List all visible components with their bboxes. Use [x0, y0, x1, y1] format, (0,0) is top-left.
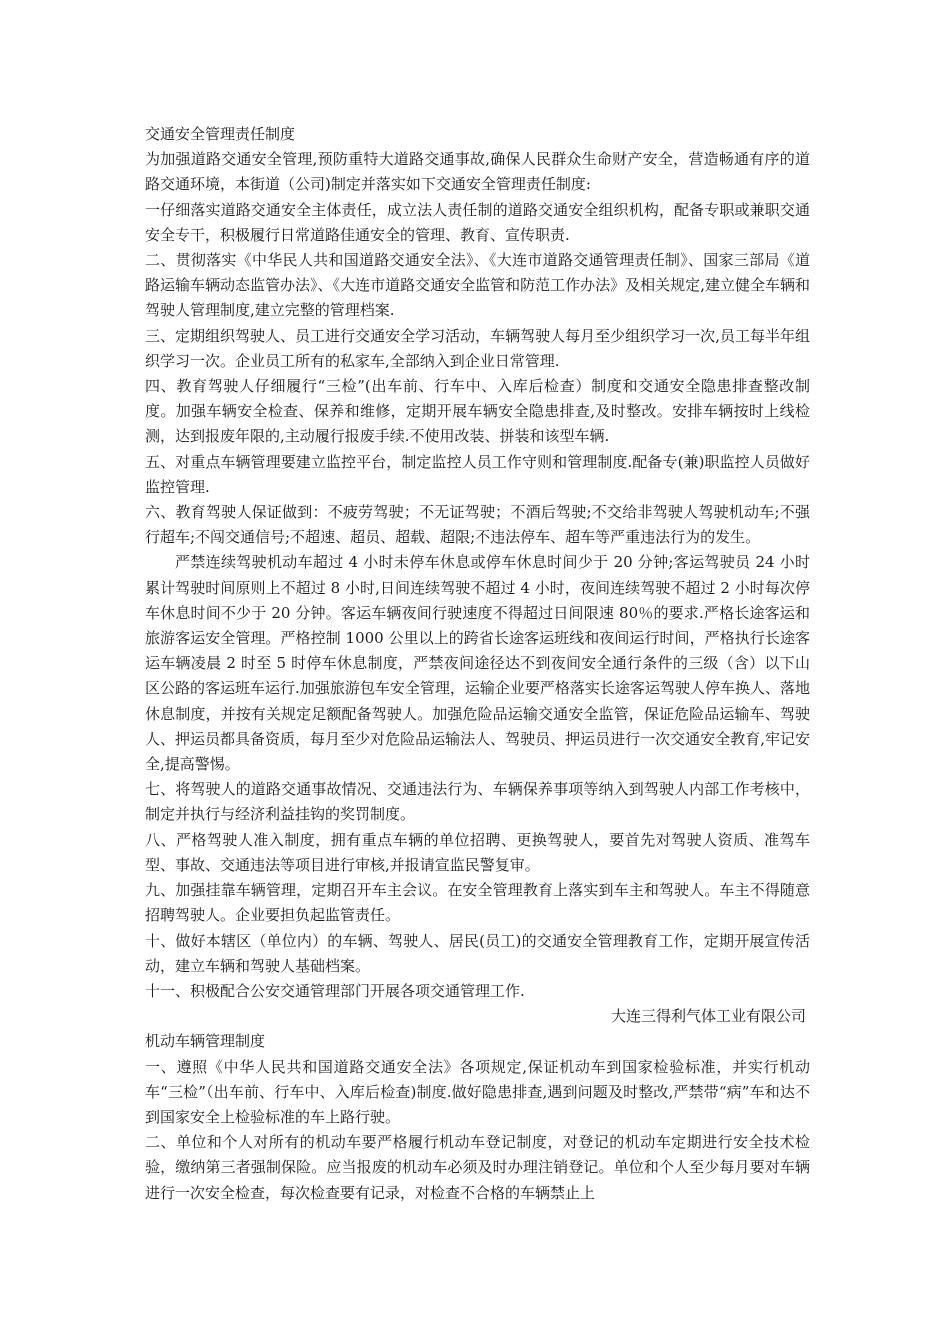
doc2-title: 机动车辆管理制度	[145, 1032, 266, 1051]
doc2-item-2: 二、单位和个人对所有的机动车要严格履行机动车登记制度，对登记的机动车定期进行安全技术检验，缴纳第三者强制保险。应当报废的机动车必须及时办理注销登记。单位和个人至少每月要对车辆进行一次安全检查，每次检查要有记录，对检查不合格的车辆禁止上	[145, 1133, 810, 1202]
document-body	[145, 122, 810, 1206]
doc2-item-1: 一、遵照《中华人民共和国道路交通安全法》各项规定,保证机动车到国家检验标准，并实行机动车“三检”（出车前、行车中、入库后检查)制度.做好隐患排查,遇到问题及时整改,严禁带“病”车和达不到国家安全上检验标准的车上路行驶。	[145, 1057, 810, 1126]
doc1-item-8: 八、严格驾驶人准入制度，拥有重点车辆的单位招聘、更换驾驶人，要首先对驾驶人资质、准驾车型、事故、交通违法等项目进行审核,并报请宣监民警复审。	[145, 830, 810, 874]
doc1-item-3: 三、定期组织驾驶人、员工进行交通安全学习活动，车辆驾驶人每月至少组织学习一次,员工每半年组织学习一次。企业员工所有的私家车,全部纳入到企业日常管理.	[145, 326, 810, 370]
doc1-title: 交通安全管理责任制度	[145, 125, 296, 143]
doc1-item-1: 一仔细落实道路交通安全主体责任，成立法人责任制的道路交通安全组织机构，配备专职或兼职交通安全专干，积极履行日常道路佳通安全的管理、教育、宣传职责.	[145, 200, 810, 244]
doc1-item-11: 十一、积极配合公安交通管理部门开展各项交通管理工作.	[145, 981, 525, 1000]
doc1-signature: 大连三得利气体工业有限公司	[610, 1007, 806, 1026]
doc1-item-10: 十、做好本辖区（单位内）的车辆、驾驶人、居民(员工)的交通安全管理教育工作，定期开展宣传活动，建立车辆和驾驶人基础档案。	[145, 931, 810, 975]
doc1-item-7: 七、将驾驶人的道路交通事故情况、交通违法行为、车辆保养事项等纳入到驾驶人内部工作考核中，制定并执行与经济利益挂钩的奖罚制度。	[145, 780, 810, 824]
doc1-intro: 为加强道路交通安全管理,预防重特大道路交通事故,确保人民群众生命财产安全，营造畅通有序的道路交通环境，本街道（公司)制定并落实如下交通安全管理责任制度:	[145, 150, 810, 194]
doc1-item-6: 六、教育驾驶人保证做到：不疲劳驾驶；不无证驾驶；不酒后驾驶;不交给非驾驶人驾驶机动车;不强行超车;不闯交通信号;不超速、超员、超载、超限;不违法停车、超车等严重违法行为的发生。	[145, 503, 810, 547]
doc1-item-4: 四、教育驾驶人仔细履行“三检”(出车前、行车中、入库后检查）制度和交通安全隐患排查整改制度。加强车辆安全检查、保养和维修，定期开展车辆安全隐患排查,及时整改。安排车辆按时上线检测，达到报废年限的,主动履行报废手续.不使用改装、拼装和该型车辆.	[145, 377, 810, 446]
doc1-item-2: 二、贯彻落实《中华民人共和国道路交通安全法》、《大连市道路交通管理责任制》、国家三部局《道路运输车辆动态监管办法》、《大连市道路交通安全监管和防范工作办法》及相关规定,建立健全车辆和驾驶人管理制度,建立完整的管理档案.	[145, 251, 810, 320]
doc1-indented-paragraph: 严禁连续驾驶机动车超过 4 小时未停车休息或停车休息时间少于 20 分钟;客运驾驶员 24 小时累计驾驶时间原则上不超过 8 小时,日间连续驾驶不超过 4 小时，夜间连续驾驶不超过 2 小时每次停车休息时间不少于 20 分钟。客运车辆夜间行驶速度不得超过日间限速 80％的要求.严格长途客运和旅游客运安全管理。严格控制 1000 公里以上的跨省长途客运班线和夜间运行时间，严格执行长途客运车辆凌晨 2 时至 5 时停车休息制度，严禁夜间途径达不到夜间安全通行条件的三级（含）以下山区公路的客运班车运行.加强旅游包车安全管理，运输企业要严格落实长途客运驾驶人停车换人、落地休息制度，并按有关规定足额配备驾驶人。加强危险品运输交通安全监管，保证危险品运输车、驾驶人、押运员都具备资质，每月至少对危险品运输法人、驾驶员、押运员进行一次交通安全教育,牢记安全,提高警惕。	[145, 553, 810, 774]
doc1-item-9: 九、加强挂靠车辆管理，定期召开车主会议。在安全管理教育上落实到车主和驾驶人。车主不得随意招聘驾驶人。企业要担负起监管责任。	[145, 881, 810, 925]
doc1-item-5: 五、对重点车辆管理要建立监控平台，制定监控人员工作守则和管理制度.配备专(兼)职监控人员做好监控管理.	[145, 452, 810, 496]
